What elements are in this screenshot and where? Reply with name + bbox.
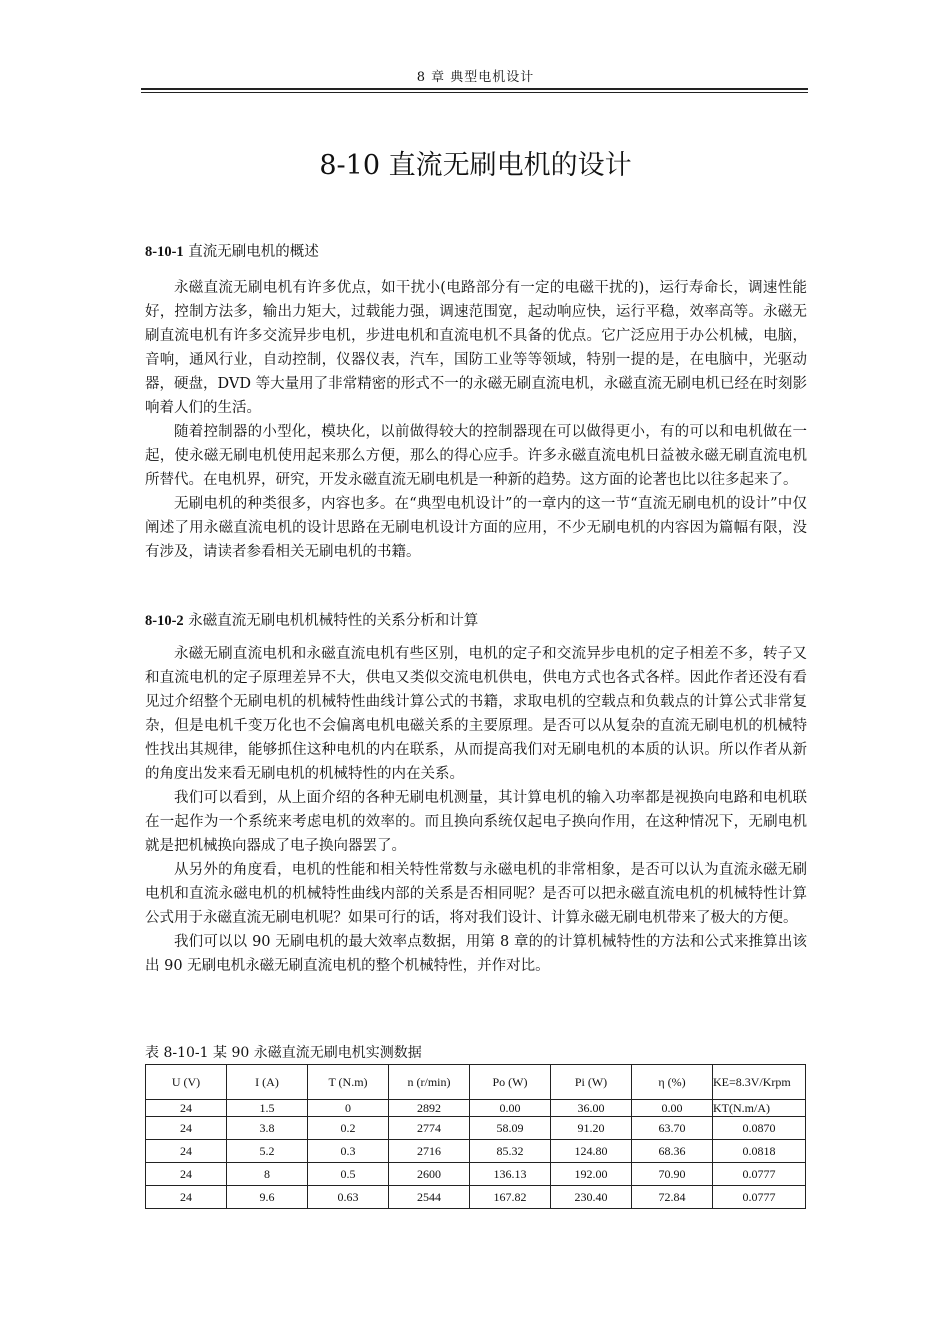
paragraph: 永磁无刷直流电机和永磁直流电机有些区别，电机的定子和交流异步电机的定子相差不多，转子又和直流电机的定子原理差异不大，供电又类似交流电机供电，供电方式也各式各样。因此作者还没有看见过介绍整个无刷电机的机械特性曲线计算公式的书籍，求取电机的空载点和负载点的计算公式非常复杂，但是电机千变万化也不会偏离电机电磁关系的主要原理。是否可以从复杂的直流无刷电机的机械特性找出其规律，能够抓住这种电机的内在联系，从而提高我们对无刷电机的本质的认识。所以作者从新的角度出发来看无刷电机的机械特性的内在关系。 — [145, 646, 807, 782]
col-header: U (V) — [146, 1065, 227, 1100]
col-header: n (r/min) — [389, 1065, 470, 1100]
col-header: η (%) — [632, 1065, 713, 1100]
paragraph: 无刷电机的种类很多，内容也多。在“典型电机设计”的一章内的这一节“直流无刷电机的设计”中仅阐述了用永磁直流电机的设计思路在无刷电机设计方面的应用，不少无刷电机的内容因为篇幅有限，没有涉及，请读者参看相关无刷电机的书籍。 — [145, 496, 807, 560]
col-header: I (A) — [227, 1065, 308, 1100]
table-cell: 0.0818 — [713, 1140, 806, 1163]
table-cell: 0.3 — [308, 1140, 389, 1163]
section-title: 永磁直流无刷电机机械特性的关系分析和计算 — [183, 613, 479, 629]
paragraph: 我们可以以 90 无刷电机的最大效率点数据，用第 8 章的的计算机械特性的方法和公式来推算出该出 90 无刷电机永磁无刷直流电机的整个机械特性，并作对比。 — [145, 934, 807, 974]
table-cell: 3.8 — [227, 1117, 308, 1140]
table-row — [146, 1163, 806, 1186]
table-cell: 2774 — [389, 1117, 470, 1140]
table-cell: 0.0870 — [713, 1117, 806, 1140]
col-header: Pi (W) — [551, 1065, 632, 1100]
table-cell: 72.84 — [632, 1186, 713, 1209]
table-cell: 192.00 — [551, 1163, 632, 1186]
col-header: Po (W) — [470, 1065, 551, 1100]
section-heading-2 — [145, 609, 807, 633]
table-cell: 24 — [146, 1117, 227, 1140]
table-cell: 0.2 — [308, 1117, 389, 1140]
table-cell: 2716 — [389, 1140, 470, 1163]
table-cell: 0.63 — [308, 1186, 389, 1209]
table-cell: 124.80 — [551, 1140, 632, 1163]
header-rule-thin — [141, 92, 808, 93]
running-header: 8 章 典型电机设计 — [416, 70, 535, 85]
table-cell: 70.90 — [632, 1163, 713, 1186]
table-cell: 68.36 — [632, 1140, 713, 1163]
table-row — [146, 1186, 806, 1209]
table-cell: 24 — [146, 1100, 227, 1117]
page-title: 8-10 直流无刷电机的设计 — [319, 150, 632, 181]
table-cell: 2600 — [389, 1163, 470, 1186]
table-cell: 36.00 — [551, 1100, 632, 1117]
table-cell: 136.13 — [470, 1163, 551, 1186]
section-heading-1 — [145, 240, 807, 264]
paragraph: 随着控制器的小型化，模块化，以前做得较大的控制器现在可以做得更小，有的可以和电机做在一起，使永磁无刷电机使用起来那么方便，那么的得心应手。许多永磁直流电机日益被永磁无刷直流电机所替代。在电机界，研究，开发永磁直流无刷电机是一种新的趋势。这方面的论著也比以往多起来了。 — [145, 424, 807, 488]
table-cell: 63.70 — [632, 1117, 713, 1140]
table-caption: 表 8-10-1 某 90 永磁直流无刷电机实测数据 — [145, 1045, 422, 1061]
table-cell: 0.5 — [308, 1163, 389, 1186]
section-number: 8-10-2 — [145, 613, 184, 629]
table-cell: 0 — [308, 1100, 389, 1117]
header-rule — [141, 88, 808, 90]
table-cell: 5.2 — [227, 1140, 308, 1163]
paragraph: 我们可以看到，从上面介绍的各种无刷电机测量，其计算电机的输入功率都是视换向电路和电机联在一起作为一个系统来考虑电机的效率的。而且换向系统仅起电子换向作用，在这种情况下，无刷电机就是把机械换向器成了电子换向器罢了。 — [145, 790, 807, 854]
table-cell: 0.0777 — [713, 1163, 806, 1186]
table-cell: 58.09 — [470, 1117, 551, 1140]
table-cell: 91.20 — [551, 1117, 632, 1140]
table-header-row — [146, 1065, 806, 1100]
table-cell: 2892 — [389, 1100, 470, 1117]
section-body-2 — [145, 642, 807, 978]
col-header: T (N.m) — [308, 1065, 389, 1100]
table-cell: 2544 — [389, 1186, 470, 1209]
table-cell: 230.40 — [551, 1186, 632, 1209]
col-header: KE=8.3V/Krpm — [713, 1065, 806, 1100]
paragraph: 永磁直流无刷电机有许多优点，如干扰小(电路部分有一定的电磁干扰的)，运行寿命长，调速性能好，控制方法多，输出力矩大，过载能力强，调速范围宽，起动响应快，运行平稳，效率高等。永磁无刷直流电机有许多交流异步电机，步进电机和直流电机不具备的优点。它广泛应用于办公机械，电脑，音响，通风行业，自动控制，仪器仪表，汽车，国防工业等等领域，特别一提的是，在电脑中，光驱动器，硬盘，DVD 等大量用了非常精密的形式不一的永磁无刷直流电机，永磁直流无刷电机已经在时刻影响着人们的生活。 — [145, 280, 807, 416]
table-cell: 8 — [227, 1163, 308, 1186]
paragraph: 从另外的角度看，电机的性能和相关特性常数与永磁电机的非常相象，是否可以认为直流永磁无刷电机和直流永磁电机的机械特性曲线内部的关系是否相同呢？是否可以把永磁直流电机的机械特性计算公式用于永磁直流无刷电机呢？如果可行的话，将对我们设计、计算永磁无刷电机带来了极大的方便。 — [145, 862, 807, 926]
table-cell: 0.0777 — [713, 1186, 806, 1209]
table-cell: 1.5 — [227, 1100, 308, 1117]
table-cell: 167.82 — [470, 1186, 551, 1209]
table-row — [146, 1100, 806, 1117]
table-cell: 85.32 — [470, 1140, 551, 1163]
section-title: 直流无刷电机的概述 — [183, 244, 319, 260]
table-cell: 24 — [146, 1140, 227, 1163]
table-cell: 0.00 — [470, 1100, 551, 1117]
table-cell: 0.00 — [632, 1100, 713, 1117]
measurement-table — [145, 1064, 806, 1209]
table-row — [146, 1140, 806, 1163]
section-body-1 — [145, 276, 807, 564]
table-cell: 24 — [146, 1186, 227, 1209]
table-cell: 24 — [146, 1163, 227, 1186]
table-row — [146, 1117, 806, 1140]
table-cell: 9.6 — [227, 1186, 308, 1209]
section-number: 8-10-1 — [145, 244, 184, 260]
table-cell: KT(N.m/A) — [713, 1100, 806, 1117]
